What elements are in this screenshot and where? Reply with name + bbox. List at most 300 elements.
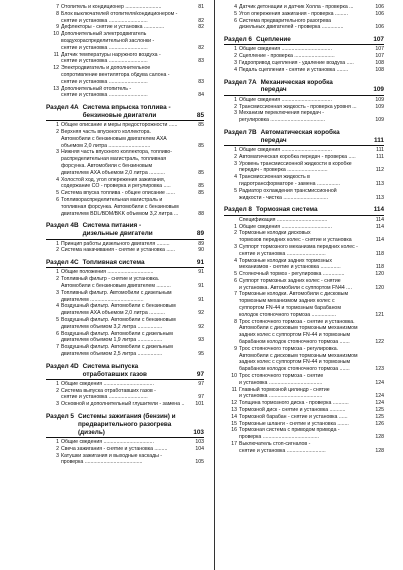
toc-entry-line — [46, 45, 204, 52]
toc-entry-number: 5 — [56, 190, 59, 197]
toc-entry-number: 6 — [56, 330, 59, 337]
toc-entry-number: 3 — [56, 289, 59, 296]
toc-entry-line — [224, 188, 384, 195]
toc-entry-page: 88 — [198, 210, 204, 217]
toc-entry-number: 9 — [56, 24, 59, 31]
toc-entry-page: 90 — [198, 247, 204, 254]
toc-entry-line — [46, 122, 204, 129]
toc-entry-line — [224, 18, 384, 25]
toc-entry-number — [224, 237, 239, 244]
toc-entry-line — [46, 58, 204, 65]
toc-entry-text: дизельных двигателей - проверка ............... — [239, 24, 344, 31]
toc-entry-line — [46, 439, 204, 446]
toc-entry-text: Катушки зажигания и выходные каскады - — [61, 452, 163, 459]
toc-entry-text: Система выпуска отработавших газов - — [61, 387, 156, 394]
toc-entry-number: 7 — [56, 4, 59, 10]
toc-entry-line — [224, 448, 384, 455]
toc-entry-page: 113 — [375, 181, 384, 188]
toc-entry-number: 1 — [56, 438, 59, 445]
toc-entry-line — [224, 387, 384, 394]
toc-entry-line — [224, 332, 384, 339]
toc-entry-number — [46, 79, 61, 86]
section-label: Раздел 5 — [46, 413, 74, 421]
toc-entry-page: 126 — [375, 420, 384, 427]
toc-entry-page: 114 — [375, 216, 384, 223]
toc-entry-number — [224, 285, 239, 292]
toc-entry-text: Педаль сцепления - снятие и установка ........ — [239, 66, 349, 73]
section-label: Раздел 4В — [46, 222, 79, 230]
section-title: дизельные двигатели — [82, 230, 153, 238]
toc-entry-line — [224, 174, 384, 181]
section-heading — [46, 104, 204, 121]
section-label: Раздел 4С — [46, 259, 79, 267]
toc-entry-page: 114 — [375, 223, 384, 230]
toc-entry-line — [224, 67, 384, 74]
section-heading-line — [224, 206, 384, 214]
toc-entry-line — [46, 38, 204, 45]
toc-entry-line — [46, 18, 204, 25]
toc-entry-line — [46, 446, 204, 453]
toc-entry-number — [46, 58, 61, 65]
section-rule — [224, 44, 384, 45]
toc-entry-page: 82 — [198, 17, 204, 24]
toc-entry-number: 5 — [234, 271, 237, 278]
toc-entry-line — [224, 237, 384, 244]
section-page: 85 — [196, 111, 204, 119]
toc-entry-text: Тормозные колодки дисковых — [239, 230, 311, 237]
toc-entry-number: 1 — [56, 380, 59, 387]
toc-entry-number — [224, 353, 239, 360]
toc-entry-number: 3 — [56, 401, 59, 408]
toc-entry-number: 3 — [234, 160, 237, 167]
toc-entry-text: распределительная магистраль, топливная — [61, 156, 167, 163]
toc-entry-page: 93 — [198, 337, 204, 344]
toc-entry-line — [46, 170, 204, 177]
toc-entry-text: Система накачивания - снятие и установка ...... — [61, 247, 176, 254]
toc-entry-line — [224, 154, 384, 161]
section-heading-line — [46, 371, 204, 379]
toc-entry-number: 9 — [234, 345, 237, 352]
toc-entry-line — [224, 278, 384, 285]
toc-entry-text: регулировка ...................................... — [239, 117, 326, 124]
toc-entry-text: Общие сведения ................................... — [239, 223, 332, 230]
toc-entry-page: 113 — [375, 194, 384, 201]
toc-entry-line — [224, 346, 384, 353]
toc-entry-page: 106 — [375, 24, 384, 31]
toc-entry-text: двигателем AXA объемом 2,0 литра ........... — [61, 169, 166, 176]
toc-entry-page: 95 — [198, 350, 204, 357]
toc-entry-text: Спецификация ................................... — [239, 216, 328, 223]
toc-entry-number — [46, 136, 61, 143]
toc-entry-line — [46, 351, 204, 358]
toc-entry-number: 13 — [231, 407, 237, 414]
toc-entry-text: содержание CO - проверка и регулировка ..... — [61, 183, 171, 190]
toc-right-column — [224, 4, 384, 455]
toc-entry-line — [46, 79, 204, 86]
toc-entry-page: 85 — [198, 190, 204, 197]
toc-entry-text: колодок стояночного тормоза ................. — [239, 311, 337, 318]
toc-entry-line — [224, 441, 384, 448]
toc-entry-line — [46, 11, 204, 18]
toc-entry-page: 82 — [198, 44, 204, 51]
section-rule — [46, 120, 204, 121]
toc-entry-page: 85 — [198, 169, 204, 176]
toc-entry-number: 8 — [234, 318, 237, 325]
section-rule — [46, 437, 204, 438]
toc-entry-number — [46, 324, 61, 331]
toc-entry-line — [46, 149, 204, 156]
toc-entry-line — [46, 297, 204, 304]
section-heading — [46, 363, 204, 380]
toc-entry-number — [46, 337, 61, 344]
toc-entry-number: 3 — [234, 243, 237, 250]
toc-entry-line — [46, 381, 204, 388]
toc-entry-text: двигателем ..................................... — [61, 296, 144, 303]
toc-entry-text: Общие сведения ................................... — [239, 96, 332, 103]
toc-entry-number: 3 — [56, 149, 59, 156]
toc-entry-number: 4 — [234, 66, 237, 73]
toc-entry-page: 109 — [375, 96, 384, 103]
toc-entry-number: 5 — [234, 10, 237, 17]
toc-entry-text: снятие и установка ........................... — [239, 447, 326, 454]
toc-entry-line — [224, 217, 384, 224]
toc-entry-page: 124 — [375, 379, 384, 386]
section-label: Раздел 7А — [224, 78, 257, 86]
toc-entry-number — [46, 394, 61, 401]
toc-entry-text: Общее описание и меры предосторожности ...... — [61, 122, 178, 129]
toc-entry-line — [224, 161, 384, 168]
toc-entry-page: 111 — [376, 147, 384, 154]
toc-entry-number — [46, 204, 61, 211]
toc-entry-text: гидротрансформаторе - замена ................ — [239, 181, 341, 188]
toc-entry-page: 91 — [198, 296, 204, 303]
toc-entry-text: Блок выключателей отопителя/кондиционером - — [61, 10, 178, 17]
toc-entry-line — [224, 251, 384, 258]
toc-entry-number: 15 — [231, 420, 237, 427]
toc-entry-number: 1 — [234, 147, 237, 154]
toc-entry-text: проверка ........................................ — [61, 459, 143, 466]
toc-entry-number — [224, 448, 239, 455]
toc-entry-number: 1 — [234, 223, 237, 230]
toc-entry-number: 4 — [234, 4, 237, 10]
toc-entry-text: снятие и установка ........................... — [61, 78, 148, 85]
toc-entry-line — [224, 167, 384, 174]
toc-entry-text: тормозов передних колес - снятие и установка — [239, 237, 352, 244]
toc-entry-text: воздухораспределительной заслонки - — [61, 37, 155, 44]
toc-entry-number: 2 — [234, 103, 237, 110]
toc-entry-number — [46, 92, 61, 99]
section-rule — [224, 215, 384, 216]
toc-entry-text: Трос стояночного тормоза - снятие и установка. — [239, 318, 355, 325]
toc-entry-number: 17 — [231, 441, 237, 448]
toc-entry-page: 123 — [375, 366, 384, 373]
toc-entry-text: Тормозная система с приводом привода - — [239, 427, 340, 434]
toc-entry-page: 112 — [375, 167, 384, 174]
toc-entry-text: Воздушный фильтр. Автомобили с дизельным — [61, 330, 173, 337]
toc-entry-line — [224, 305, 384, 312]
toc-entry-line — [46, 65, 204, 72]
toc-entry-text: снятие и установка ........................... — [61, 58, 148, 65]
section-title: предварительного разогрева — [78, 420, 172, 428]
toc-entry-line — [224, 230, 384, 237]
toc-entry-text: снятие и установка ........................... — [61, 92, 148, 99]
section-heading-line — [46, 230, 204, 238]
toc-entry-page: 109 — [375, 103, 384, 110]
toc-entry-number: 10 — [231, 373, 237, 380]
toc-entry-text: двигателем BDL/BDM/BKK объемом 3,2 литра ... — [61, 210, 179, 217]
section-page: 97 — [196, 370, 204, 378]
toc-entry-line — [224, 46, 384, 53]
section-title: Система впрыска топлива - — [82, 104, 171, 112]
toc-entry-number: 7 — [56, 344, 59, 351]
toc-entry-text: Гидропривод сцепления - удаление воздуха ..... — [239, 60, 354, 67]
toc-entry-text: Электродвигатель и дополнительное — [61, 65, 151, 72]
toc-entry-line — [224, 195, 384, 202]
toc-entry-number: 2 — [56, 445, 59, 452]
section-title: Системы зажигания (бензин) и — [78, 413, 176, 421]
toc-entry-text: двигателем объемом 3,2 литра ................. — [61, 323, 163, 330]
toc-entry-text: Принцип работы дизельного двигателя ......... — [61, 240, 170, 247]
toc-entry-text: двигателем AXA объемом 2,0 литра ........... — [61, 310, 166, 317]
toc-entry-line — [46, 269, 204, 276]
section-heading-line — [224, 79, 384, 87]
toc-entry-text: снятие и установка ........................... — [61, 17, 148, 24]
toc-entry-line — [224, 181, 384, 188]
toc-entry-line — [46, 129, 204, 136]
toc-entry-number: 3 — [234, 110, 237, 117]
toc-entry-line — [46, 401, 204, 408]
toc-entry-line — [224, 24, 384, 31]
toc-entry-line — [224, 339, 384, 346]
toc-entry-line — [46, 163, 204, 170]
toc-entry-text: Верхняя часть впускного коллектора. — [61, 129, 151, 136]
section-title: отработавших газов — [82, 370, 147, 378]
toc-entry-text: механизмов - снятие и установка .............. — [239, 264, 341, 271]
toc-entry-number — [46, 283, 61, 290]
toc-entry-line — [224, 53, 384, 60]
section-heading — [46, 222, 204, 239]
toc-entry-line — [46, 283, 204, 290]
toc-entry-number — [46, 351, 61, 358]
toc-entry-page: 118 — [375, 250, 384, 257]
toc-entry-line — [224, 414, 384, 421]
section-heading-line — [46, 363, 204, 371]
toc-entry-number: 4 — [56, 176, 59, 183]
toc-entry-number — [46, 18, 61, 25]
toc-entry-page: 92 — [198, 323, 204, 330]
section-heading-line — [46, 421, 204, 429]
section-rule — [46, 239, 204, 240]
toc-entry-line — [46, 388, 204, 395]
toc-entry-line — [46, 143, 204, 150]
section-heading-line — [224, 86, 384, 94]
toc-entry-text: Автомобили с дисковым тормозным механизмом — [239, 325, 358, 332]
toc-entry-text: Тормозной диск - снятие и установка ........... — [239, 407, 346, 414]
toc-entry-text: Дополнительный отопитель - — [61, 85, 132, 92]
section-page: 107 — [373, 36, 384, 44]
toc-entry-page: 128 — [375, 434, 384, 441]
toc-entry-text: Воздушный фильтр. Автомобили с бензиновым — [61, 316, 176, 323]
section-rule — [46, 379, 204, 380]
toc-entry-number: 2 — [234, 230, 237, 237]
toc-entry-number: 1 — [56, 122, 59, 129]
toc-entry-line — [46, 331, 204, 338]
toc-entry-line — [224, 325, 384, 332]
toc-entry-text: Угол опережения зажигания - проверка ......... — [239, 10, 348, 17]
toc-entry-text: Система впуска топлива - общее описание ...... — [61, 190, 175, 197]
toc-entry-number — [46, 163, 61, 170]
toc-entry-text: передач - проверка ............................ — [239, 167, 328, 174]
toc-entry-text: Автомобили с бензиновым двигателем .......... — [61, 282, 171, 289]
section-heading — [224, 79, 384, 96]
toc-entry-number: 2 — [56, 247, 59, 254]
section-heading — [224, 206, 384, 215]
toc-entry-line — [46, 72, 204, 79]
toc-entry-number: 6 — [234, 277, 237, 284]
toc-entry-page: 83 — [198, 58, 204, 65]
toc-entry-text: задних колес с суппортом FN-44 и тормозным — [239, 359, 351, 366]
toc-entry-text: снятие и установка ........................... — [61, 394, 148, 401]
toc-entry-text: Свеча зажигания - снятие и установка ......... — [61, 445, 168, 452]
toc-entry-text: Трос стояночного тормоза - регулировка. — [239, 345, 339, 352]
toc-entry-line — [46, 31, 204, 38]
toc-entry-page: 82 — [198, 24, 204, 31]
section-heading — [46, 259, 204, 268]
toc-entry-text: тормозным механизмом задних колес с — [239, 298, 335, 305]
toc-entry-text: Тормозной барабан - снятие и установка ...... — [239, 413, 348, 420]
toc-entry-number: 4 — [234, 174, 237, 181]
toc-entry-number — [224, 167, 239, 174]
toc-entry-text: Датчик детонации и датчик Холла - проверка ... — [239, 4, 354, 10]
toc-entry-text: и установка ..................................... — [239, 393, 323, 400]
toc-entry-number: 5 — [56, 316, 59, 323]
toc-entry-text: Суппорт тормозных задних колес - снятие — [239, 277, 341, 284]
toc-entry-line — [224, 407, 384, 414]
toc-entry-text: топливная форсунка. Автомобили с бензиновым — [61, 203, 179, 210]
toc-entry-text: и установка. Автомобили с суппортом FN44 .... — [239, 284, 352, 291]
section-heading-line — [46, 413, 204, 421]
toc-entry-number: 8 — [56, 10, 59, 17]
toc-entry-text: Уровень трансмиссионной жидкости в коробке — [239, 160, 352, 167]
toc-entry-text: снятие и установка ........................... — [61, 44, 148, 51]
section-title: передач — [260, 136, 287, 144]
toc-entry-page: 85 — [198, 122, 204, 129]
toc-entry-line — [224, 366, 384, 373]
toc-entry-number: 2 — [56, 387, 59, 394]
toc-entry-line — [224, 258, 384, 265]
section-rule — [224, 145, 384, 146]
section-title: Система питания - — [82, 222, 142, 230]
toc-entry-text: Тормозные колодки. Автомобили с дисковым — [239, 291, 349, 298]
toc-entry-number — [224, 325, 239, 332]
toc-entry-text: Общие сведения ................................... — [239, 147, 332, 154]
toc-entry-text: суппортом FN-44 и тормозным барабаном — [239, 305, 341, 312]
toc-entry-line — [46, 337, 204, 344]
toc-entry-page: 120 — [375, 271, 384, 278]
toc-entry-number: 7 — [234, 291, 237, 298]
section-label: Раздел 4А — [46, 104, 79, 112]
toc-entry-text: проверка ....................................... — [239, 434, 319, 441]
toc-entry-number: 2 — [56, 276, 59, 283]
toc-entry-number — [224, 264, 239, 271]
section-title: Сцепление — [256, 36, 291, 44]
toc-entry-text: Воздушный фильтр. Автомобили с дизельным — [61, 344, 173, 351]
toc-entry-page: 103 — [195, 438, 204, 445]
toc-entry-line — [224, 97, 384, 104]
section-title: Система выпуска — [82, 362, 139, 370]
toc-entry-number: 1 — [56, 269, 59, 276]
section-page: 114 — [373, 206, 384, 214]
toc-entry-page: 107 — [375, 53, 384, 60]
toc-entry-page: 108 — [375, 66, 384, 73]
toc-entry-line — [46, 324, 204, 331]
toc-entry-line — [46, 24, 204, 31]
toc-entry-text: Трос стояночного тормоза - снятие — [239, 373, 324, 380]
section-heading-line — [224, 137, 384, 145]
toc-entry-number: 3 — [234, 60, 237, 67]
section-heading-line — [46, 104, 204, 112]
toc-entry-text: Холостой ход, угол опережения зажигания, — [61, 176, 166, 183]
toc-entry-number — [46, 297, 61, 304]
toc-entry-number — [224, 332, 239, 339]
toc-entry-number: 12 — [53, 65, 59, 72]
toc-entry-text: Автоматическая коробка передач - проверка ..... — [239, 153, 356, 160]
section-heading-line — [46, 112, 204, 120]
toc-entry-line — [224, 11, 384, 18]
toc-entry-text: форсунка. Автомобили с бензиновым — [61, 163, 153, 170]
toc-entry-number: 11 — [53, 51, 59, 58]
toc-entry-number: 1 — [234, 46, 237, 53]
toc-entry-line — [46, 197, 204, 204]
section-rule — [46, 267, 204, 268]
section-page: 103 — [193, 428, 204, 436]
section-label: Раздел 6 — [224, 36, 252, 44]
toc-entry-line — [224, 117, 384, 124]
toc-entry-text: объемом 2,0 литра ............................. — [61, 142, 151, 149]
toc-entry-page: 125 — [375, 413, 384, 420]
toc-entry-line — [224, 110, 384, 117]
toc-entry-text: Трансмиссионная жидкость в — [239, 174, 310, 181]
toc-entry-page: 85 — [198, 183, 204, 190]
toc-entry-page: 81 — [198, 4, 204, 10]
toc-entry-line — [46, 177, 204, 184]
toc-entry-page: 122 — [375, 339, 384, 346]
toc-entry-page: 106 — [375, 10, 384, 17]
toc-entry-page: 97 — [198, 380, 204, 387]
toc-entry-page: 111 — [376, 153, 384, 160]
toc-entry-line — [224, 147, 384, 154]
toc-entry-line — [224, 291, 384, 298]
toc-entry-number: 16 — [231, 427, 237, 434]
toc-entry-text: Воздушный фильтр. Автомобили с бензиновым — [61, 303, 176, 310]
toc-entry-line — [46, 317, 204, 324]
toc-entry-text: Главный тормозной цилиндр - снятие — [239, 386, 330, 393]
toc-entry-text: снятие и установка ........................... — [239, 250, 326, 257]
toc-entry-page: 128 — [375, 447, 384, 454]
toc-entry-line — [224, 298, 384, 305]
toc-entry-line — [224, 312, 384, 319]
toc-entry-line — [46, 156, 204, 163]
toc-entry-number — [46, 72, 61, 79]
section-title: (дизель) — [78, 428, 105, 436]
toc-entry-text: Радиатор охлаждения трансмиссионной — [239, 187, 337, 194]
toc-entry-number — [224, 359, 239, 366]
toc-entry-text: Выключатель стоп-сигналов - — [239, 441, 311, 448]
toc-entry-line — [46, 136, 204, 143]
toc-entry-number — [46, 38, 61, 45]
toc-entry-line — [46, 290, 204, 297]
toc-entry-number — [224, 434, 239, 441]
